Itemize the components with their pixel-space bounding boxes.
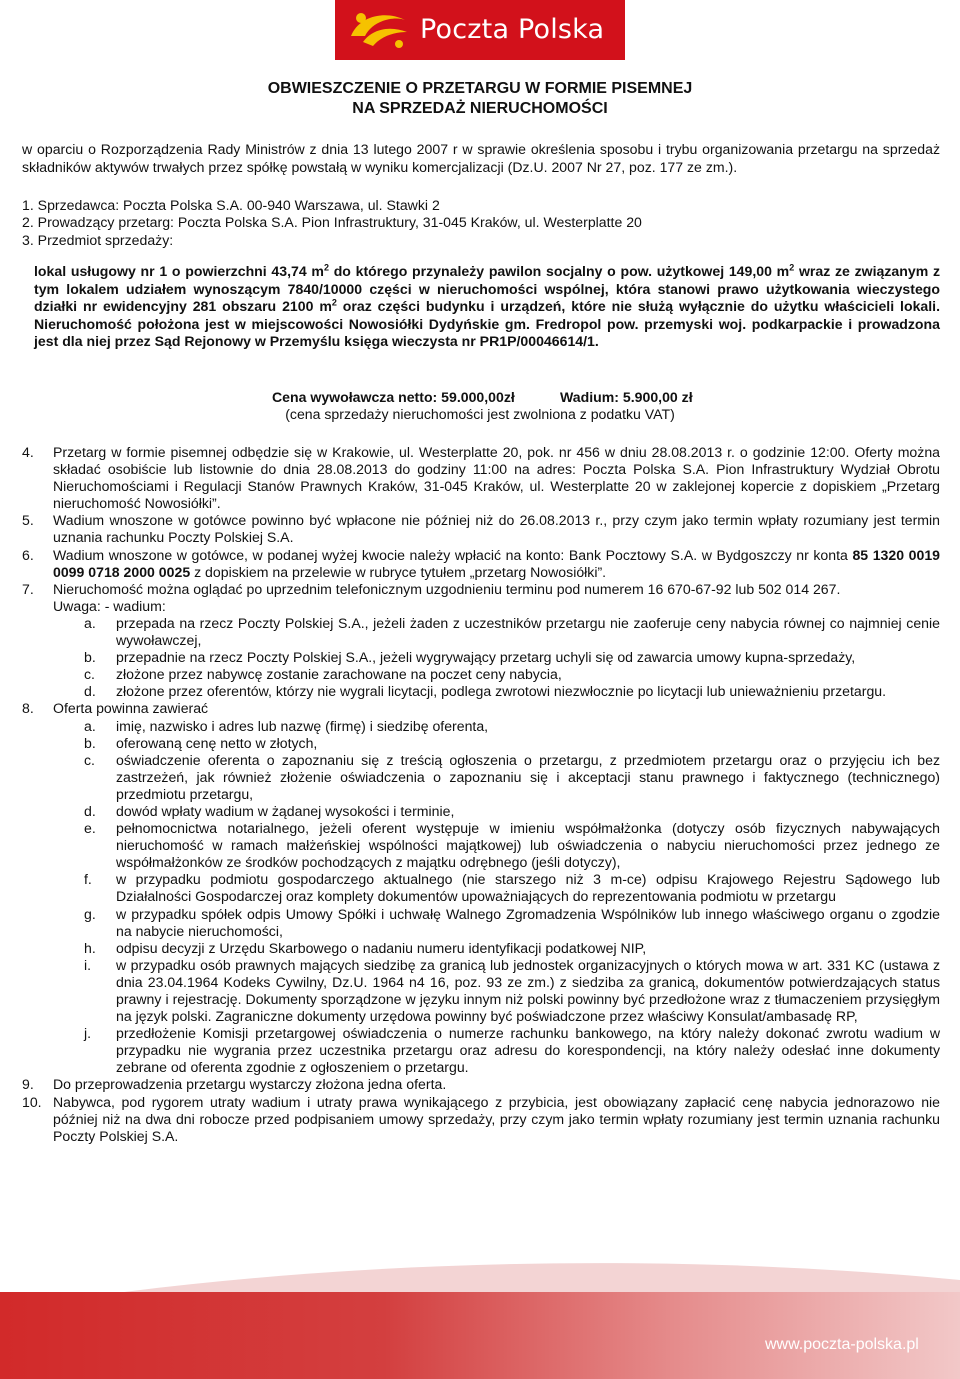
- list-item: g. w przypadku spółek odpis Umowy Spółki i uchwałę Walnego Zgromadzenia Wspólników lub innego właściwego organu o zgodzie na nabycie nieruchomości,: [84, 905, 940, 939]
- footer-website: www.poczta-polska.pl: [765, 1336, 919, 1353]
- list-item: i. w przypadku osób prawnych mających siedzibę za granicą lub jednostek organizacyjnych o których mowa w art. 331 KC (ustawa z dnia 23.04.1964 Kodeks Cywilny, Dz.U. 1964 n4 16, poz. 93 ze zm.) z siedziba za granicą, dokumentów potwierdzających status prawny i rejestrację. Dokumenty sporządzone w języku innym niż polski powinny być przedłożone wraz z tłumaczeniem przysięgłym na język polski. Zagraniczne dokumenty urzędowa powinny być poświadczone przez właściwy Konsulat/ambasadę RP,: [84, 956, 940, 1025]
- point-subject: 3. Przedmiot sprzedaży:: [22, 232, 174, 248]
- list-item: 10. Nabywca, pod rygorem utraty wadium i utraty prawa wynikającego z przybicia, jest obowiązany zapłacić cenę nabycia jednorazowo nie później niż na dwa dni robocze przed podpisaniem umowy sprzedaży, przy czym jako termin wpłaty rozumiany jest termin uznania rachunku Poczty Polskiej S.A.: [22, 1093, 940, 1144]
- list-item: b. przepadnie na rzecz Poczty Polskiej S.A., jeżeli wygrywający przetarg uchyli się od zawarcia umowy kupna-sprzedaży,: [84, 649, 856, 666]
- list-item: 8. Oferta powinna zawierać: [22, 700, 209, 717]
- list-item: a. imię, nazwisko i adres lub nazwę (firmę) i siedzibę oferenta,: [84, 717, 489, 734]
- point-seller: 1. Sprzedawca: Poczta Polska S.A. 00-940 Warszawa, ul. Stawki 2: [22, 197, 440, 213]
- list-item: 7. Nieruchomość można oglądać po uprzednim telefonicznym uzgodnieniu terminu pod numerem 16 670-67-92 lub 502 014 267.: [22, 580, 841, 597]
- list-item: 6. Wadium wnoszone w gotówce, w podanej wyżej kwocie należy wpłacić na konto: Bank Pocztowy S.A. w Bydgoszczy nr konta 85 1320 0019 0099 0718 2000 0025 z dopiskiem na przelewie w rubryce tytułem „przetarg Nowosiółki”.: [22, 546, 941, 580]
- intro-paragraph: w oparciu o Rozporządzenia Rady Ministrów z dnia 13 lutego 2007 r w sprawie określenia sposobu i trybu organizowania przetargu na sprzedaż składników aktywów trwałych przez spółkę powstałą w wyniku komercjalizacji (Dz.U. 2007 Nr 27, poz. 177 ze zm.).: [22, 141, 940, 175]
- list-item: j. przedłożenie Komisji przetargowej oświadczenia o numerze rachunku bankowego, na który należy dokonać zwrotu wadium w przypadku nie wygrania przez uczestnika przetargu oraz adresu do korespondencji, na który należy odesłać inne dokumenty zebrane od oferenta zgodnie z ogłoszeniem o przetargu.: [84, 1025, 940, 1076]
- page-title: OBWIESZCZENIE O PRZETARGU W FORMIE PISEMNEJ: [267, 80, 693, 97]
- post-horn-logo-icon: [345, 6, 415, 54]
- list-item: 9. Do przeprowadzenia przetargu wystarczy złożona jedna oferta.: [22, 1076, 447, 1093]
- list-item: h. odpisu decyzji z Urzędu Skarbowego o nadaniu numeru identyfikacji podatkowej NIP,: [84, 939, 647, 956]
- deposit-note-heading: Uwaga: - wadium:: [53, 597, 166, 614]
- list-item: c. oświadczenie oferenta o zapoznaniu się z treścią ogłoszenia o przetargu, z przedmiotem przetargu oraz o przyjęciu ich bez zastrzeżeń, jak również złożenie oświadczenia o zapoznaniu się i akceptacji stanu prawnego i faktycznego (technicznego) przedmiotu przetargu,: [84, 751, 940, 802]
- terms-list: [22, 444, 940, 1145]
- list-item: 5. Wadium wnoszone w gotówce powinno być wpłacone nie później niż do 26.08.2013 r., przy czym jako termin wpłaty rozumiany jest termin uznania rachunku Poczty Polskiej S.A.: [22, 512, 940, 546]
- property-description: lokal usługowy nr 1 o powierzchni 43,74 $m^2$ do którego przynależy pawilon socjalny o pow. użytkowej 149,00 $m^2$ wraz ze związanym z tym lokalem udziałem wynoszącym 7840/10000 części w nieruchomości wspólnej, która stanowi prawo użytkowania wieczystego działki nr ewidencyjny 281 obszaru 2100 $m^2$ oraz części budynku i urządzeń, które nie służą wyłącznie do użytku właścicieli lokali. Nieruchomość położona jest w miejscowości Nowosiółki Dydyńskie gm. Fredropol pow. przemyski woj. podkarpackie i prowadzona jest dla niej przez Sąd Rejonowy w Przemyślu księga wieczysta nr PR1P/00046614/1.: [34, 262, 940, 349]
- point-organizer: 2. Prowadzący przetarg: Poczta Polska S.A. Pion Infrastruktury, 31-045 Kraków, ul. Westerplatte 20: [22, 214, 642, 230]
- list-item: f. w przypadku podmiotu gospodarczego aktualnego (nie starszego niż 3 m-ce) odpisu Krajowego Rejestru Sądowego lub Działalności Gospodarczej oraz komplety dokumentów upoważniających do reprezentowania podmiotu w przetargu: [84, 871, 940, 905]
- list-item: a. przepada na rzecz Poczty Polskiej S.A., jeżeli żaden z uczestników przetargu nie zaoferuje ceny nabycia równej co najmniej cenie wywoławczej,: [84, 614, 940, 649]
- page-subtitle: NA SPRZEDAŻ NIERUCHOMOŚCI: [352, 100, 608, 117]
- deposit-amount: Wadium: 5.900,00 zł: [560, 389, 693, 405]
- list-item: e. pełnomocnictwa notarialnego, jeżeli oferent występuje w imieniu współmałżonka (dotyczy osób fizycznych nabywających nieruchomość w ramach małżeńskiej wspólności majątkowej) lub oświadczenia o nabyciu nieruchomości przez jednego ze współmałżonków ze środków pochodzących z majątku odrębnego (jeśli dotyczy),: [84, 820, 940, 871]
- list-item: d. złożone przez oferentów, którzy nie wygrali licytacji, podlega zwrotowi niezwłocznie po licytacji lub unieważnieniu przetargu.: [84, 683, 887, 700]
- vat-note: (cena sprzedaży nieruchomości jest zwolniona z podatku VAT): [285, 406, 675, 422]
- list-item: b. oferowaną cenę netto w złotych,: [84, 734, 318, 751]
- list-item: d. dowód wpłaty wadium w żądanej wysokości i terminie,: [84, 802, 455, 819]
- list-item: c. złożone przez nabywcę zostanie zarachowane na poczet ceny nabycia,: [84, 666, 562, 683]
- brand-name: Poczta Polska: [420, 14, 605, 45]
- bank-account-number: 85 1320 0019 0099 0718 2000 0025: [53, 546, 941, 580]
- starting-price: Cena wywoławcza netto: 59.000,00zł: [272, 389, 515, 405]
- list-item: 4. Przetarg w formie pisemnej odbędzie się w Krakowie, ul. Westerplatte 20, pok. nr 456 w dniu 28.08.2013 r. o godzinie 12:00. Oferty można składać osobiście lub listownie do dnia 28.08.2013 do godziny 11:00 na adres: Poczta Polska S.A. Pion Infrastruktury Wydział Obrotu Nieruchomościami i Regulacji Stanów Prawnych Kraków, 31-045 Kraków, ul. Westerplatte 20 w zaklejonej kopercie z dopiskiem „Przetarg nieruchomość Nowosiółki”.: [22, 444, 940, 512]
